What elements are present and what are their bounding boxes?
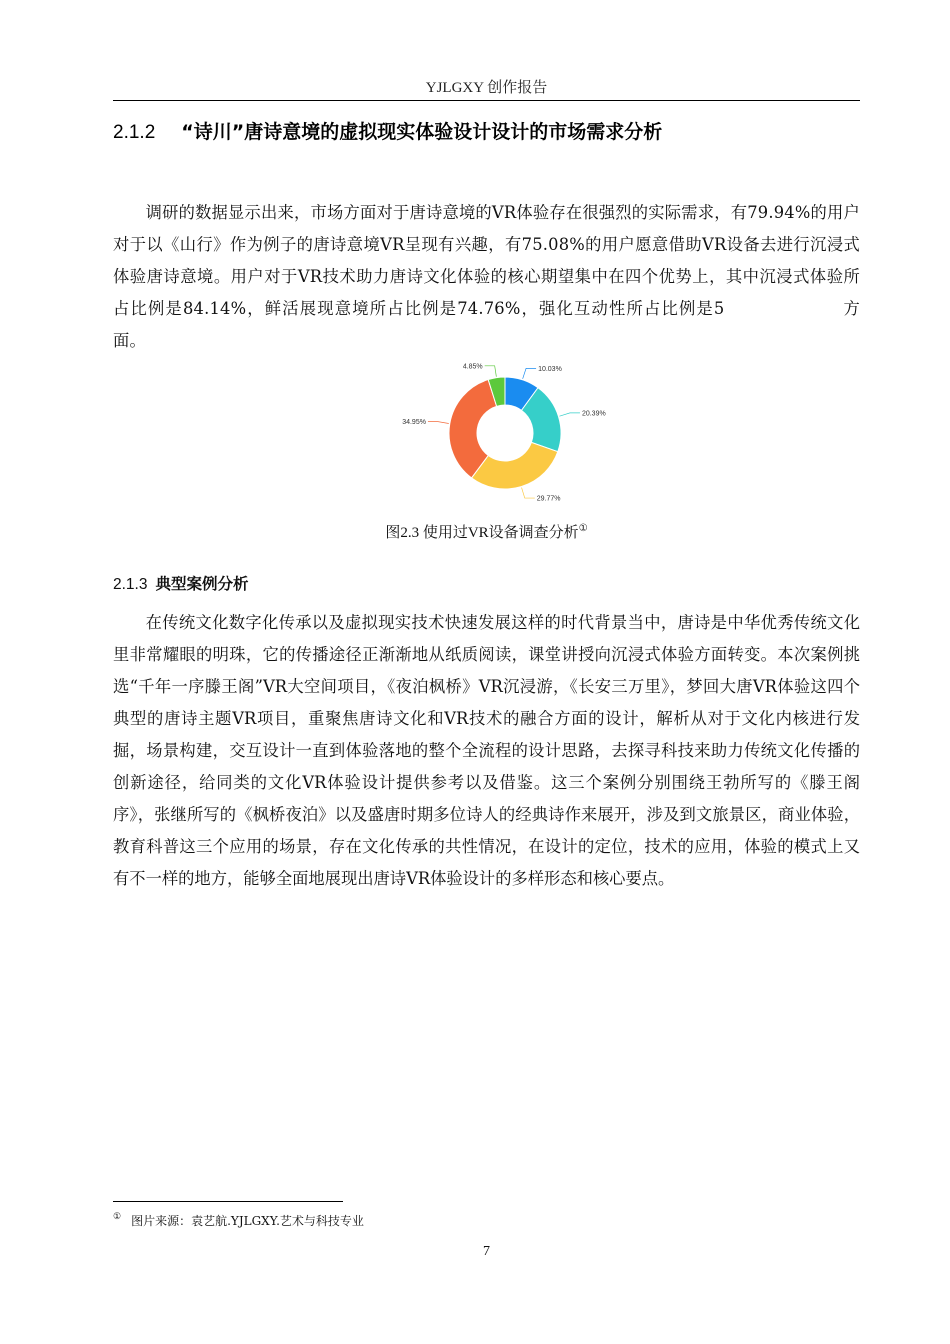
figure-caption-text: 图2.3 使用过VR设备调查分析 bbox=[385, 525, 579, 541]
slice-leader-line bbox=[485, 366, 497, 377]
slice-label: 4.85% bbox=[462, 363, 483, 371]
paragraph-tail: 方面。 bbox=[113, 299, 860, 350]
slice-leader-line bbox=[523, 368, 536, 378]
section-number: 2.1.2 bbox=[113, 122, 156, 143]
section-title: “诗川”唐诗意境的虚拟现实体验设计设计的市场需求分析 bbox=[181, 121, 663, 143]
donut-chart-svg bbox=[380, 333, 640, 513]
figure-caption bbox=[113, 521, 860, 542]
donut-slice bbox=[472, 442, 558, 489]
paragraph-case-analysis: 在传统文化数字化传承以及虚拟现实技术快速发展这样的时代背景当中，唐诗是中华优秀传统文化里非常耀眼的明珠，它的传播途径正渐渐地从纸质阅读，课堂讲授向沉浸式体验方面转变。本次案例挑选“千年一序滕王阁”VR大空间项目，《夜泊枫桥》VR沉浸游，《长安三万里》，梦回大唐VR体验这四个典型的唐诗主题VR项目，重聚焦唐诗文化和VR技术的融合方面的设计，解析从对于文化内核进行发掘，场景构建，交互设计一直到体验落地的整个全流程的设计思路，去探寻科技来助力传统文化传播的创新途径，给同类的文化VR体验设计提供参考以及借鉴。这三个案例分别围绕王勃所写的《滕王阁序》，张继所写的《枫桥夜泊》以及盛唐时期多位诗人的经典诗作来展开，涉及到文旅景区，商业体验，教育科普这三个应用的场景，存在文化传承的共性情况，在设计的定位，技术的应用，体验的模式上又有不一样的地方，能够全面地展现出唐诗VR体验设计的多样形态和核心要点。 bbox=[113, 613, 860, 888]
footnote bbox=[113, 1212, 364, 1229]
header-rule bbox=[113, 100, 860, 101]
footnote-mark: ① bbox=[113, 1212, 122, 1222]
footnote-rule bbox=[113, 1201, 343, 1202]
footnote-ref-mark: ① bbox=[578, 523, 588, 534]
vr-usage-donut-chart bbox=[380, 333, 640, 513]
footnote-text: 图片来源：袁艺航.YJLGXY.艺术与科技专业 bbox=[131, 1214, 364, 1228]
page-number: 7 bbox=[483, 1244, 490, 1259]
slice-leader-line bbox=[428, 422, 449, 424]
paragraph-text: 调研的数据显示出来，市场方面对于唐诗意境的VR体验存在很强烈的实际需求，有79.94%的用户对于以《山行》作为例子的唐诗意境VR呈现有兴趣，有75.08%的用户愿意借助VR设备去进行沉浸式体验唐诗意境。用户对于VR技术助力唐诗文化体验的核心期望集中在四个优势上，其中沉浸式体验所占比例是84.14%，鲜活展现意境所占比例是74.76%，强化互动性所占比例是5 bbox=[113, 203, 860, 318]
section-number: 2.1.3 bbox=[113, 576, 148, 593]
slice-label: 10.03% bbox=[538, 365, 562, 373]
page-header: YJLGXY 创作报告 bbox=[425, 80, 548, 96]
slice-label: 20.39% bbox=[581, 410, 606, 418]
slice-leader-line bbox=[522, 488, 535, 499]
slice-label: 34.95% bbox=[402, 419, 426, 427]
section-title: 典型案例分析 bbox=[155, 575, 249, 593]
slice-leader-line bbox=[559, 413, 580, 416]
slice-label: 29.77% bbox=[536, 495, 561, 503]
section-heading-2-1-2 bbox=[113, 117, 662, 144]
section-heading-2-1-3 bbox=[113, 572, 249, 594]
